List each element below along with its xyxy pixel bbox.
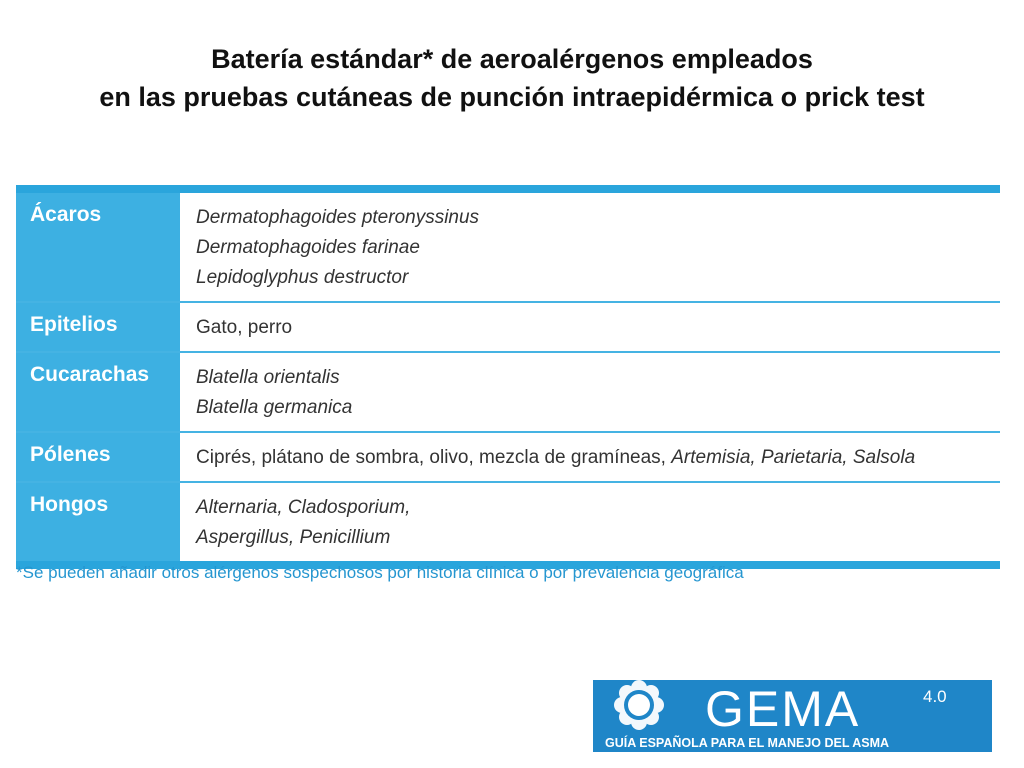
category-cell: Hongos [16,483,180,561]
allergen-text: Dermatophagoides pteronyssinus [196,207,480,228]
logo-subtitle: GUÍA ESPAÑOLA PARA EL MANEJO DEL ASMA [605,736,890,750]
allergen-line [196,393,1000,423]
allergen-cell [180,303,1000,351]
allergen-table [16,185,1000,569]
table-row [16,433,1000,483]
allergen-line [196,233,1000,263]
table-body [16,193,1000,561]
allergen-line [196,263,1000,293]
allergen-text: Lepidoglyphus destructor [196,267,409,288]
table-row [16,303,1000,353]
logo-version: 4.0 [923,687,947,706]
allergen-text: Dermatophagoides farinae [196,237,420,258]
allergen-line [196,523,1000,553]
category-cell: Cucarachas [16,353,180,431]
allergen-text: Alternaria, Cladosporium, [196,497,411,518]
table-row [16,483,1000,561]
gema-logo [593,680,992,752]
allergen-line [196,203,1000,233]
allergen-line [196,313,1000,343]
logo-name: GEMA [705,681,861,737]
allergen-cell [180,433,1000,481]
category-cell: Pólenes [16,433,180,481]
footnote: *Se pueden añadir otros alérgenos sospechosos por historia clínica o por prevalencia geográfica [16,563,744,582]
allergen-text: Blatella germanica [196,397,353,418]
allergen-text: Gato, perro [196,317,293,338]
title-line-2: en las pruebas cutáneas de punción intraepidérmica o prick test [99,82,925,112]
slide-title [0,40,1024,116]
category-cell: Epitelios [16,303,180,351]
allergen-line [196,443,1000,473]
gema-flower-icon [614,680,664,730]
category-cell: Ácaros [16,193,180,301]
allergen-cell [180,483,1000,561]
allergen-text: Artemisia, Parietaria, Salsola [671,447,916,468]
allergen-text: Aspergillus, Penicillium [196,527,391,548]
table-top-bar [16,185,1000,193]
allergen-line [196,493,1000,523]
allergen-text: Ciprés, plátano de sombra, olivo, mezcla de gramíneas, [196,447,672,468]
allergen-cell [180,193,1000,301]
table-row [16,353,1000,433]
allergen-cell [180,353,1000,431]
allergen-text: Blatella orientalis [196,367,340,388]
title-line-1: Batería estándar* de aeroalérgenos empleados [211,44,813,74]
table-row [16,193,1000,303]
allergen-line [196,363,1000,393]
